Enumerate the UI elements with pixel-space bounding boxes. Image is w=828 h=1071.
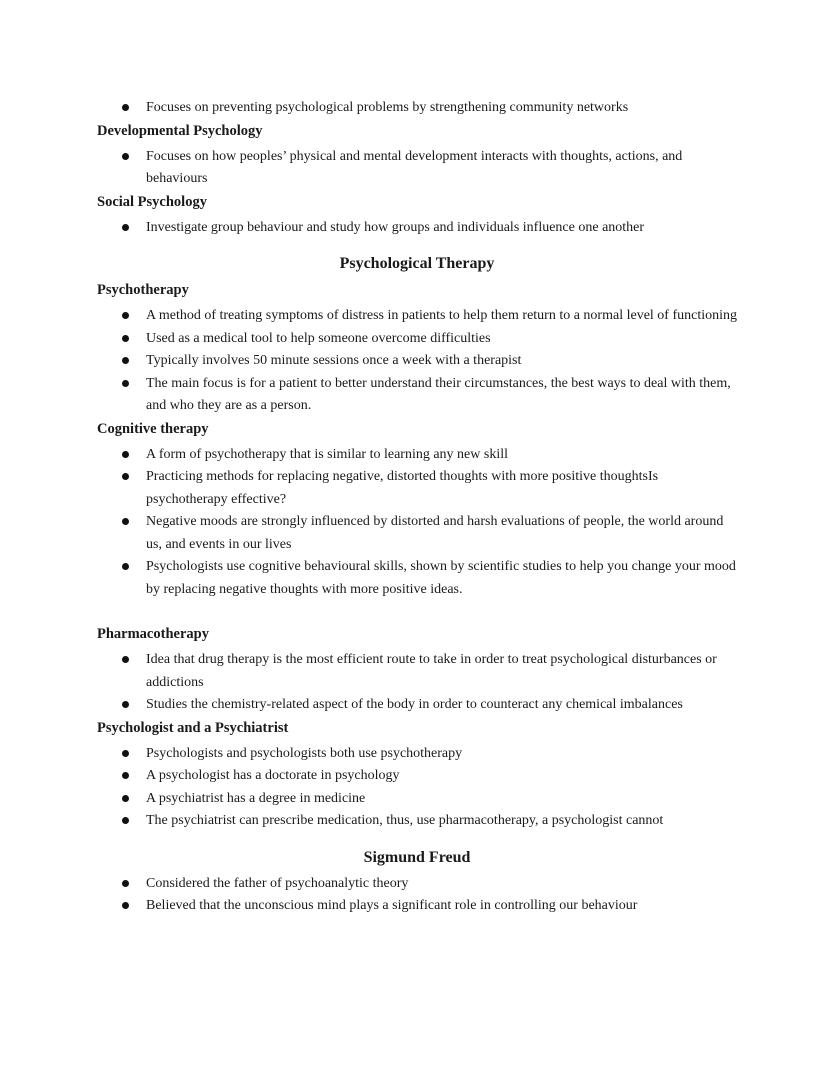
- list-item-text: A psychiatrist has a degree in medicine: [146, 790, 366, 806]
- bullet-icon: [122, 750, 129, 757]
- bullet-icon: [122, 902, 129, 909]
- bullet-icon: [122, 563, 129, 570]
- list-item: [97, 305, 737, 328]
- list-item: [97, 895, 737, 918]
- bullet-list-community: [97, 97, 737, 120]
- list-item: [97, 788, 737, 811]
- bullet-list-freud: [97, 873, 737, 918]
- bullet-icon: [122, 451, 129, 458]
- heading-cognitive-therapy: Cognitive therapy: [97, 420, 209, 437]
- bullet-icon: [122, 473, 129, 480]
- bullet-list-psychologist-psychiatrist: [97, 743, 737, 833]
- list-item-text: A method of treating symptoms of distress in patients to help them return to a normal level of functioning: [146, 308, 738, 323]
- bullet-icon: [122, 380, 129, 387]
- list-item: [97, 373, 737, 418]
- list-item-text: Studies the chemistry-related aspect of the body in order to counteract any chemical imbalances: [146, 697, 683, 712]
- bullet-list-cognitive: [97, 444, 737, 602]
- list-item-text: Used as a medical tool to help someone overcome difficulties: [146, 330, 491, 346]
- list-item: [97, 743, 737, 766]
- list-item-text: Idea that drug therapy is the most efficient route to take in order to treat psychological disturbances or addictions: [146, 652, 717, 690]
- list-item-text: Typically involves 50 minute sessions once a week with a therapist: [146, 353, 522, 368]
- list-item-text: The psychiatrist can prescribe medication, thus, use pharmacotherapy, a psychologist cannot: [146, 813, 664, 828]
- bullet-icon: [122, 795, 129, 802]
- list-item-text: Negative moods are strongly influenced by distorted and harsh evaluations of people, the world around us, and events in our lives: [146, 514, 724, 552]
- bullet-icon: [122, 817, 129, 824]
- list-item-text: Psychologists and psychologists both use psychotherapy: [146, 745, 463, 761]
- bullet-list-social: [97, 217, 737, 240]
- bullet-icon: [122, 772, 129, 779]
- bullet-icon: [122, 518, 129, 525]
- heading-developmental-psychology: Developmental Psychology: [97, 122, 263, 139]
- bullet-icon: [122, 224, 129, 231]
- bullet-list-pharmacotherapy: [97, 649, 737, 717]
- bullet-icon: [122, 880, 129, 887]
- list-item-text: Believed that the unconscious mind plays a significant role in controlling our behaviour: [146, 898, 638, 913]
- list-item: [97, 146, 737, 191]
- document-body: [97, 97, 737, 918]
- list-item: [97, 765, 737, 788]
- heading-pharmacotherapy: Pharmacotherapy: [97, 626, 209, 642]
- list-item: [97, 466, 737, 511]
- list-item-text: Focuses on preventing psychological problems by strengthening community networks: [146, 100, 629, 115]
- list-item: [97, 873, 737, 896]
- bullet-icon: [122, 656, 129, 663]
- bullet-list-psychotherapy: [97, 305, 737, 418]
- title-psychological-therapy: Psychological Therapy: [339, 255, 495, 272]
- bullet-icon: [122, 357, 129, 364]
- list-item: [97, 556, 737, 601]
- heading-social-psychology: Social Psychology: [97, 193, 207, 210]
- list-item-text: Practicing methods for replacing negative, distorted thoughts with more positive thoughtsIs psychotherapy effective?: [146, 469, 659, 507]
- bullet-icon: [122, 153, 129, 160]
- list-item: [97, 649, 737, 694]
- list-item-text: A psychologist has a doctorate in psychology: [146, 768, 400, 783]
- bullet-list-developmental: [97, 146, 737, 191]
- list-item: [97, 328, 737, 351]
- list-item-text: A form of psychotherapy that is similar to learning any new skill: [146, 446, 508, 462]
- title-sigmund-freud: Sigmund Freud: [363, 848, 471, 866]
- list-item-text: Focuses on how peoples’ physical and mental development interacts with thoughts, actions, and behaviours: [146, 148, 683, 186]
- list-item-text: The main focus is for a patient to better understand their circumstances, the best ways to deal with them, and who they are as a person.: [146, 375, 731, 413]
- heading-psychologist-psychiatrist: Psychologist and a Psychiatrist: [97, 719, 289, 736]
- heading-psychotherapy: Psychotherapy: [97, 282, 189, 298]
- bullet-icon: [122, 701, 129, 708]
- list-item: [97, 444, 737, 467]
- bullet-icon: [122, 312, 129, 319]
- list-item-text: Considered the father of psychoanalytic theory: [146, 875, 409, 891]
- list-item: [97, 511, 737, 556]
- list-item: [97, 694, 737, 717]
- bullet-icon: [122, 104, 129, 111]
- list-item-text: Investigate group behaviour and study how groups and individuals influence one another: [146, 219, 645, 235]
- list-item: [97, 217, 737, 240]
- list-item: [97, 350, 737, 373]
- bullet-icon: [122, 335, 129, 342]
- list-item-text: Psychologists use cognitive behavioural skills, shown by scientific studies to help you change your mood by replacing negative thoughts with more positive ideas.: [146, 559, 736, 597]
- list-item: [97, 810, 737, 833]
- list-item: [97, 97, 737, 120]
